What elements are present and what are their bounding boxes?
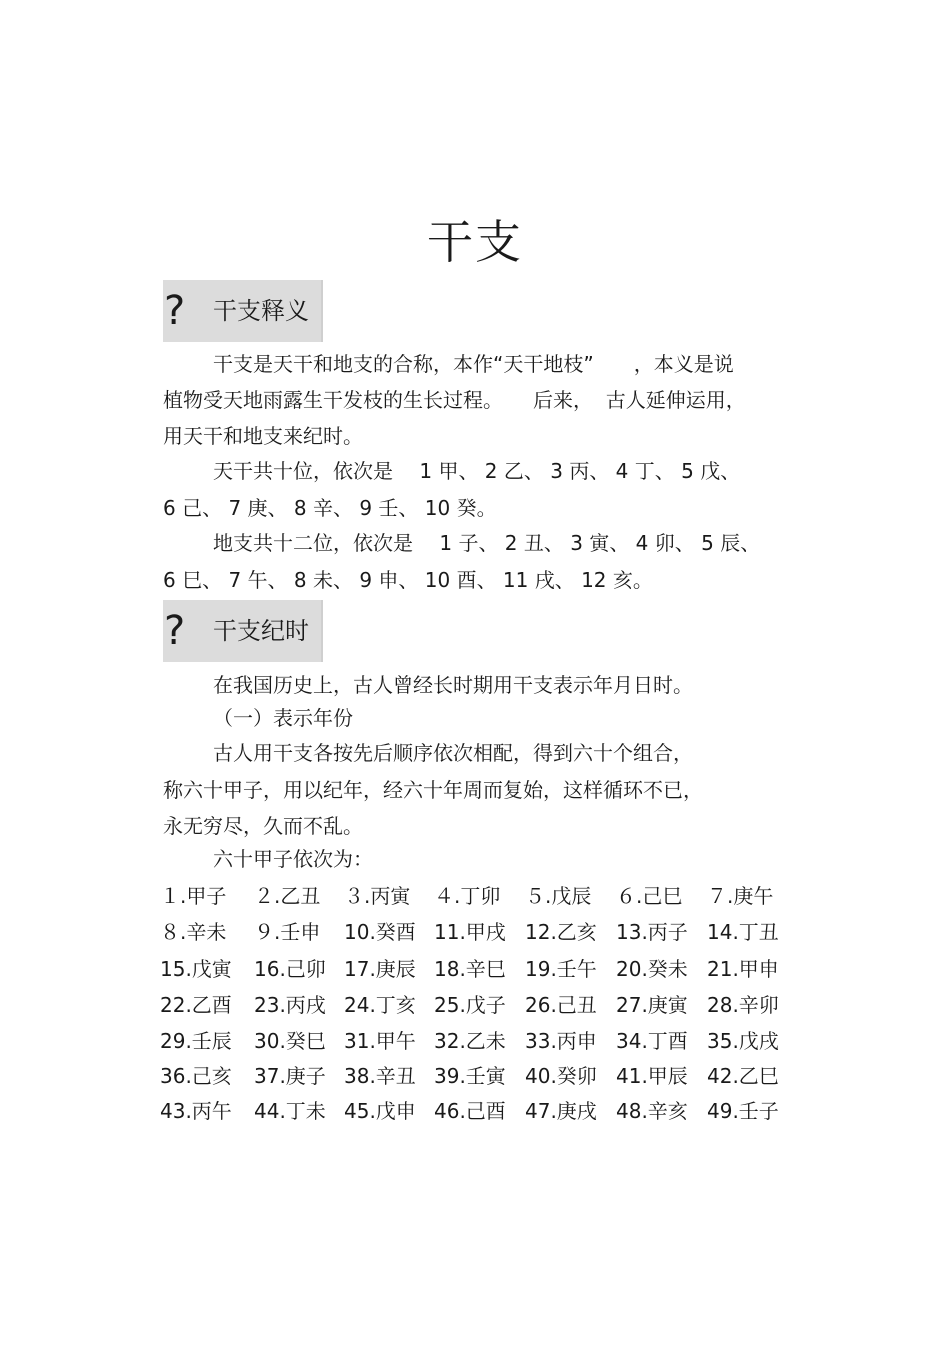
question-mark-icon: ? — [164, 288, 186, 334]
jiazi-entry: 17.庚辰 — [344, 957, 416, 981]
jiazi-entry: 37.庚子 — [254, 1064, 326, 1088]
jiazi-entry: 10.癸酉 — [344, 920, 416, 944]
jiazi-entry: 41.甲辰 — [616, 1064, 688, 1088]
paragraph-line: 6 巳、 7 午、 8 未、 9 申、 10 酉、 11 戌、 12 亥。 — [163, 568, 653, 592]
jiazi-entry: ４.丁卯 — [434, 884, 501, 908]
jiazi-entry: 35.戊戌 — [707, 1029, 779, 1053]
jiazi-entry: 39.壬寅 — [434, 1064, 506, 1088]
question-mark-icon: ? — [164, 608, 186, 654]
paragraph-line: 天干共十位，依次是 1 甲、 2 乙、 3 丙、 4 丁、 5 戊、 — [213, 459, 741, 483]
jiazi-entry: 43.丙午 — [160, 1099, 232, 1123]
jiazi-entry: 23.丙戌 — [254, 993, 326, 1017]
paragraph-line: 称六十甲子，用以纪年，经六十年周而复始，这样循环不已， — [163, 778, 703, 802]
jiazi-entry: 46.己酉 — [434, 1099, 506, 1123]
jiazi-entry: ６.己巳 — [616, 884, 683, 908]
jiazi-entry: 11.甲戌 — [434, 920, 506, 944]
paragraph-line: 地支共十二位，依次是 1 子、 2 丑、 3 寅、 4 卯、 5 辰、 — [213, 531, 761, 555]
jiazi-entry: ７.庚午 — [707, 884, 774, 908]
jiazi-entry: 38.辛丑 — [344, 1064, 416, 1088]
jiazi-entry: 19.壬午 — [525, 957, 597, 981]
jiazi-entry: 12.乙亥 — [525, 920, 597, 944]
paragraph-line: 用天干和地支来纪时。 — [163, 424, 363, 448]
page-title: 干支 — [427, 215, 523, 269]
jiazi-entry: ８.辛未 — [160, 920, 227, 944]
jiazi-entry: 13.丙子 — [616, 920, 688, 944]
jiazi-entry: 45.戊申 — [344, 1099, 416, 1123]
jiazi-entry: 28.辛卯 — [707, 993, 779, 1017]
jiazi-entry: ５.戊辰 — [525, 884, 592, 908]
jiazi-entry: 29.壬辰 — [160, 1029, 232, 1053]
jiazi-entry: 27.庚寅 — [616, 993, 688, 1017]
paragraph-line: 永无穷尽，久而不乱。 — [163, 814, 363, 838]
jiazi-entry: 18.辛巳 — [434, 957, 506, 981]
paragraph-line: 干支是天干和地支的合称，本作“天干地枝” ，本义是说 — [213, 352, 734, 376]
jiazi-entry: ９.壬申 — [254, 920, 321, 944]
paragraph-line: 在我国历史上，古人曾经长时期用干支表示年月日时。 — [213, 673, 693, 697]
jiazi-entry: 36.己亥 — [160, 1064, 232, 1088]
jiazi-entry: 26.己丑 — [525, 993, 597, 1017]
section-heading-timekeeping — [163, 600, 323, 662]
jiazi-entry: １.甲子 — [160, 884, 227, 908]
paragraph-line: 植物受天地雨露生干发枝的生长过程。 后来， 古人延伸运用， — [163, 388, 746, 412]
jiazi-entry: 14.丁丑 — [707, 920, 779, 944]
jiazi-entry: 15.戊寅 — [160, 957, 232, 981]
paragraph-line: 六十甲子依次为： — [213, 847, 373, 871]
jiazi-entry: 32.乙未 — [434, 1029, 506, 1053]
section-heading-label: 干支纪时 — [213, 617, 309, 645]
jiazi-entry: 48.辛亥 — [616, 1099, 688, 1123]
section-heading-label: 干支释义 — [213, 297, 309, 325]
paragraph-line: 古人用干支各按先后顺序依次相配，得到六十个组合， — [213, 741, 693, 765]
jiazi-entry: 20.癸未 — [616, 957, 688, 981]
jiazi-entry: 24.丁亥 — [344, 993, 416, 1017]
jiazi-entry: 49.壬子 — [707, 1099, 779, 1123]
jiazi-entry: 16.己卯 — [254, 957, 326, 981]
jiazi-entry: ３.丙寅 — [344, 884, 411, 908]
jiazi-entry: ２.乙丑 — [254, 884, 321, 908]
paragraph-line: 6 己、 7 庚、 8 辛、 9 壬、 10 癸。 — [163, 496, 497, 520]
jiazi-entry: 44.丁未 — [254, 1099, 326, 1123]
jiazi-entry: 34.丁酉 — [616, 1029, 688, 1053]
jiazi-entry: 22.乙酉 — [160, 993, 232, 1017]
jiazi-entry: 25.戊子 — [434, 993, 506, 1017]
jiazi-entry: 21.甲申 — [707, 957, 779, 981]
paragraph-line: （一）表示年份 — [213, 706, 353, 730]
jiazi-entry: 31.甲午 — [344, 1029, 416, 1053]
section-heading-gloss — [163, 280, 323, 342]
jiazi-entry: 42.乙巳 — [707, 1064, 779, 1088]
jiazi-entry: 40.癸卯 — [525, 1064, 597, 1088]
jiazi-entry: 33.丙申 — [525, 1029, 597, 1053]
jiazi-entry: 30.癸巳 — [254, 1029, 326, 1053]
jiazi-entry: 47.庚戌 — [525, 1099, 597, 1123]
